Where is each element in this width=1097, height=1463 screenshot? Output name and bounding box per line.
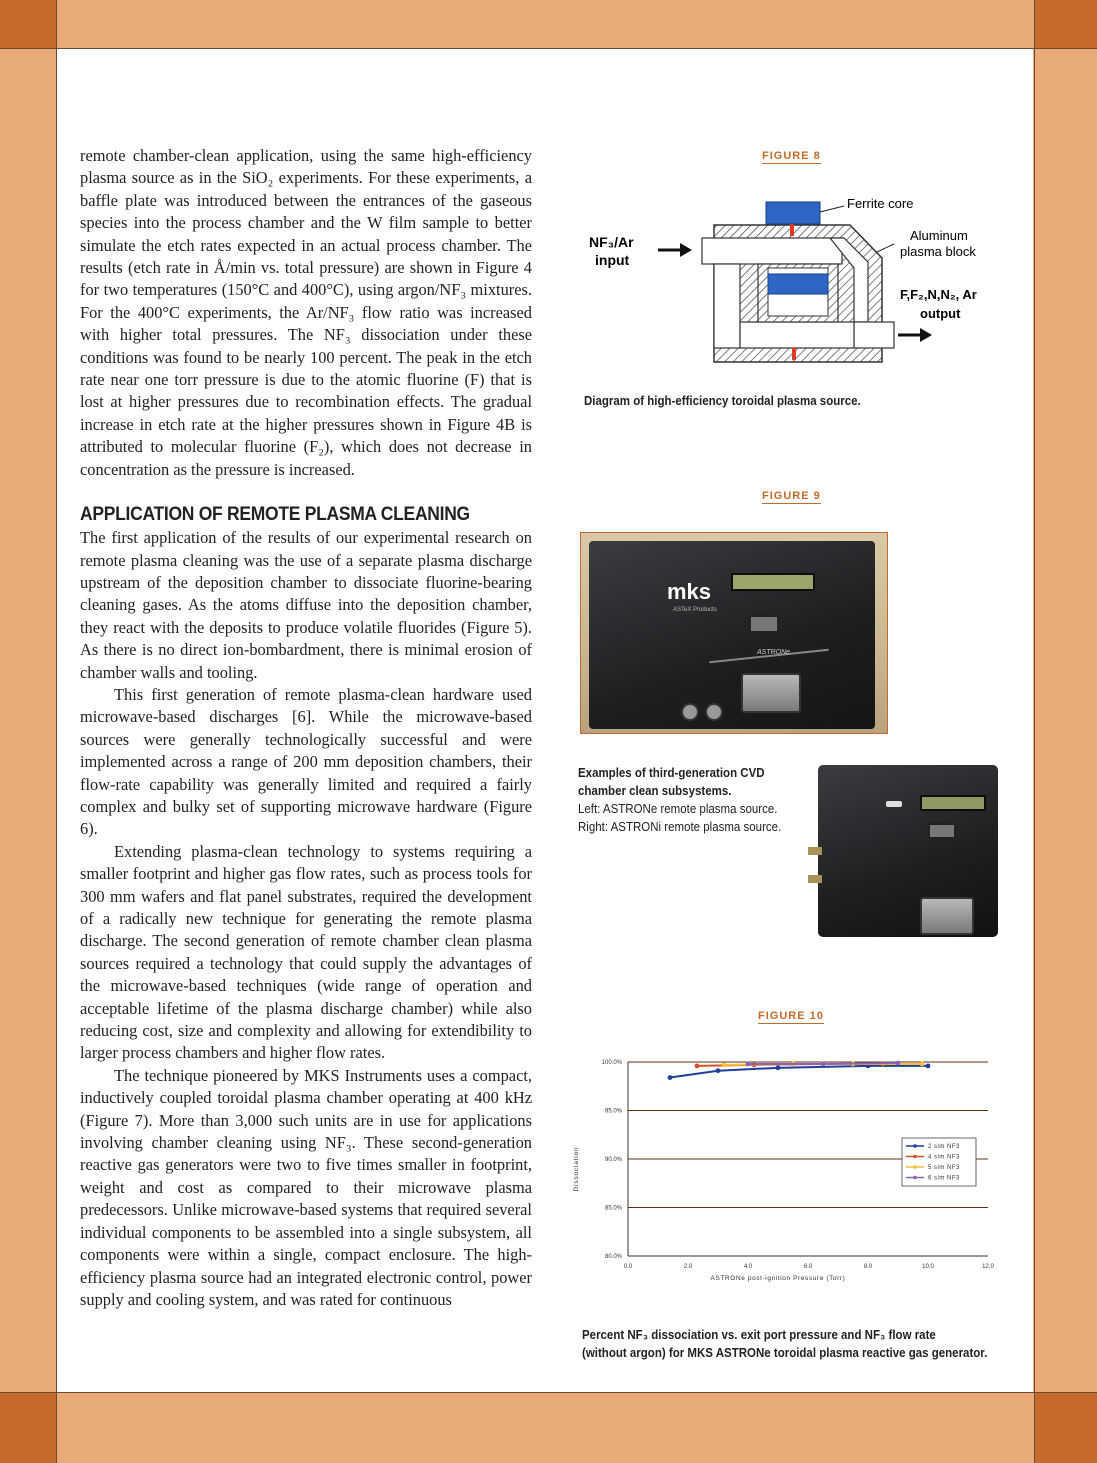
- corner-top-left: [0, 0, 56, 48]
- figure-10-caption: [582, 1326, 987, 1362]
- chart-x-tick-label: 12.0: [982, 1264, 994, 1270]
- chart-data-point: [722, 1063, 727, 1068]
- chart-x-tick-label: 10.0: [922, 1264, 934, 1270]
- input-arrow: [658, 243, 692, 257]
- frame-line-right: [1034, 0, 1035, 1463]
- chart-data-point: [695, 1063, 700, 1068]
- chart-legend-label: 2 slm NF3: [928, 1144, 960, 1150]
- ferrite-core-center: [768, 274, 828, 294]
- output-arrow: [898, 328, 932, 342]
- input-label-2: input: [595, 252, 630, 268]
- chart-data-point: [920, 1062, 925, 1067]
- paragraph-4: Extending plasma-clean technology to systems requiring a smaller footprint and higher gas flow rates, such as process tools for 300 mm wafers and flat panel substrates, required the development of a radically new technique for generating the remote plasma discharge. The second generation of remote chamber clean plasma sources required a technology that could supply the advantages of the microwave-based techniques (wide range of operation and acceptable lifetime of the plasma discharge chamber) while also reducing cost, size and complexity and allowing for extendibility to larger process chambers and higher flow rates.: [80, 841, 532, 1063]
- figure-9-label: FIGURE 9: [762, 490, 821, 502]
- frame-line-bottom: [0, 1392, 1097, 1393]
- chart-x-tick-label: 2.0: [683, 1264, 693, 1270]
- figure-9-caption-title-2: chamber clean subsystems.: [578, 784, 732, 798]
- astrone-unit-body: [589, 541, 875, 729]
- chart-series-line: [670, 1066, 928, 1078]
- chart-legend-label: 5 slm NF3: [928, 1165, 960, 1171]
- chart-data-point: [668, 1075, 673, 1080]
- astroni-connector: [928, 823, 956, 839]
- chart-y-tick-label: 80.0%: [604, 1254, 622, 1260]
- figure-10-caption-line-1: Percent NF₃ dissociation vs. exit port pressure and NF₃ flow rate: [582, 1328, 936, 1342]
- paragraph-5: The technique pioneered by MKS Instruments uses a compact, inductively coupled toroidal plasma chamber operating at 400 kHz (Figure 7). More than 3,000 such units are in use for applications involving chamber cleaning using NF₃. These second-generation reactive gas generators were two to five times smaller in footprint, weight and cost as compared to their microwave plasma predecessors. Unlike microwave-based systems that required several individual components to be assembled into a single subsystem, all components were within a single, compact enclosure. The high-efficiency plasma source had an integrated electronic control, power supply and cooling system, and was rated for continuous: [80, 1065, 532, 1309]
- figure-9-caption-line-4: Right: ASTRONi remote plasma source.: [578, 820, 782, 834]
- astroni-display: [920, 795, 986, 811]
- astroni-logo-mark: [886, 801, 902, 807]
- astroni-photo: [808, 763, 1004, 938]
- chart-y-tick-label: 85.0%: [604, 1205, 622, 1212]
- block-label-1: Aluminum: [910, 228, 968, 243]
- astrone-port-right: [705, 703, 723, 721]
- paragraph-2: The first application of the results of our experimental research on remote plasma cleaning was the use of a separate plasma discharge upstream of the deposition chamber to dissociate fluorine-bearing cleaning gases. As the atoms diffuse into the deposition chamber, they react with the deposits to produce volatile fluorides (Figure 5). As there is no direct ion-bombardment, there is minimal erosion of chamber walls and tooling.: [80, 528, 532, 682]
- ferrite-core-top: [766, 202, 820, 224]
- figure-8-label: FIGURE 8: [762, 150, 821, 162]
- input-label-1: NF₃/Ar: [589, 234, 634, 250]
- dissociation-chart: [566, 1048, 998, 1288]
- corner-bottom-left: [0, 1393, 56, 1463]
- figure-9-caption-line-3: Left: ASTRONe remote plasma source.: [578, 802, 778, 816]
- chart-legend-marker: [913, 1144, 917, 1148]
- astrone-display: [731, 573, 815, 591]
- figure-9-caption: [578, 764, 781, 836]
- chart-legend-label: 4 slm NF3: [928, 1154, 960, 1161]
- astrone-power-connector: [741, 673, 801, 713]
- chart-data-point: [926, 1063, 931, 1068]
- astrone-connector: [749, 615, 779, 633]
- body-text-column: [80, 145, 532, 1311]
- chart-legend-label: 6 slm NF3: [928, 1175, 960, 1182]
- chart-x-tick-label: 6.0: [803, 1264, 813, 1270]
- chart-x-tick-label: 0.0: [623, 1264, 633, 1270]
- corner-top-right: [1035, 0, 1097, 48]
- chart-legend-marker: [913, 1155, 917, 1159]
- block-label-2: plasma block: [900, 244, 976, 259]
- chart-y-tick-label: 90.0%: [604, 1157, 622, 1163]
- astrone-port-left: [681, 703, 699, 721]
- chart-y-axis-title: Dissociation: [573, 1146, 580, 1192]
- figure-9-caption-title-1: Examples of third-generation CVD: [578, 766, 765, 780]
- output-label-1: F,F₂,N,N₂, Ar: [900, 287, 977, 302]
- chart-legend-marker: [913, 1165, 917, 1169]
- mks-logo-sub: ASTeX Products: [673, 607, 717, 613]
- chart-x-axis-title: ASTRONe post-ignition Pressure (Torr): [710, 1275, 846, 1282]
- chart-data-point: [776, 1065, 781, 1070]
- ferrite-label: Ferrite core: [847, 196, 914, 211]
- product-name: ASTRONe: [757, 649, 791, 656]
- astroni-fitting-1: [808, 847, 822, 855]
- astroni-power-connector: [920, 897, 974, 935]
- corner-bottom-right: [1035, 1393, 1097, 1463]
- chart-data-point: [896, 1061, 901, 1066]
- chart-data-point: [821, 1062, 826, 1067]
- chart-y-tick-label: 100.0%: [601, 1060, 622, 1066]
- toroidal-source-diagram: [582, 190, 1022, 370]
- chart-y-tick-label: 95.0%: [604, 1108, 622, 1115]
- output-label-2: output: [920, 306, 961, 321]
- figure-8-caption: Diagram of high-efficiency toroidal plasma source.: [584, 394, 861, 408]
- figure-10-label: FIGURE 10: [758, 1010, 824, 1022]
- mks-logo: mks: [667, 579, 712, 604]
- chart-legend-marker: [913, 1176, 917, 1180]
- astroni-fitting-2: [808, 875, 822, 883]
- astrone-photo: [580, 532, 888, 734]
- figure-10-caption-line-2: (without argon) for MKS ASTRONe toroidal plasma reactive gas generator.: [582, 1346, 988, 1360]
- chart-data-point: [716, 1068, 721, 1073]
- paragraph-1: remote chamber-clean application, using the same high-efficiency plasma source as in the SiO₂ experiments. For these experiments, a baffle plate was introduced between the entrances of the gaseous species into the process chamber and the W film sample to better simulate the etch rates expected in an actual process chamber. The results (etch rate in Å/min vs. total pressure) are shown in Figure 4 for two temperatures (150°C and 400°C), using argon/NF₃ mixtures. For the 400°C experiments, the Ar/NF₃ flow ratio was increased with higher total pressures. The NF₃ dissociation under these conditions was found to be nearly 100 percent. The peak in the etch rate near one torr pressure is due to the atomic fluorine (F) that is lost at higher pressures due to recombination effects. The gradual increase in etch rate at the higher pressures shown in Figure 4B is attributed to molecular fluorine (F₂), which does not decrease in concentration as the pressure is increased.: [80, 146, 532, 479]
- chart-x-tick-label: 4.0: [743, 1264, 753, 1270]
- chart-data-point: [746, 1062, 751, 1067]
- chart-x-tick-label: 8.0: [863, 1264, 873, 1270]
- paragraph-3: This first generation of remote plasma-clean hardware used microwave-based discharges [6]. While the microwave-based sources were generally technologically successful and were implemented across a range of 200 mm deposition chambers, their flow-rate capability was generally limited and required a fairly complex and bulky set of supporting microwave hardware (Figure 6).: [80, 684, 532, 839]
- section-heading: APPLICATION OF REMOTE PLASMA CLEANING: [80, 504, 470, 526]
